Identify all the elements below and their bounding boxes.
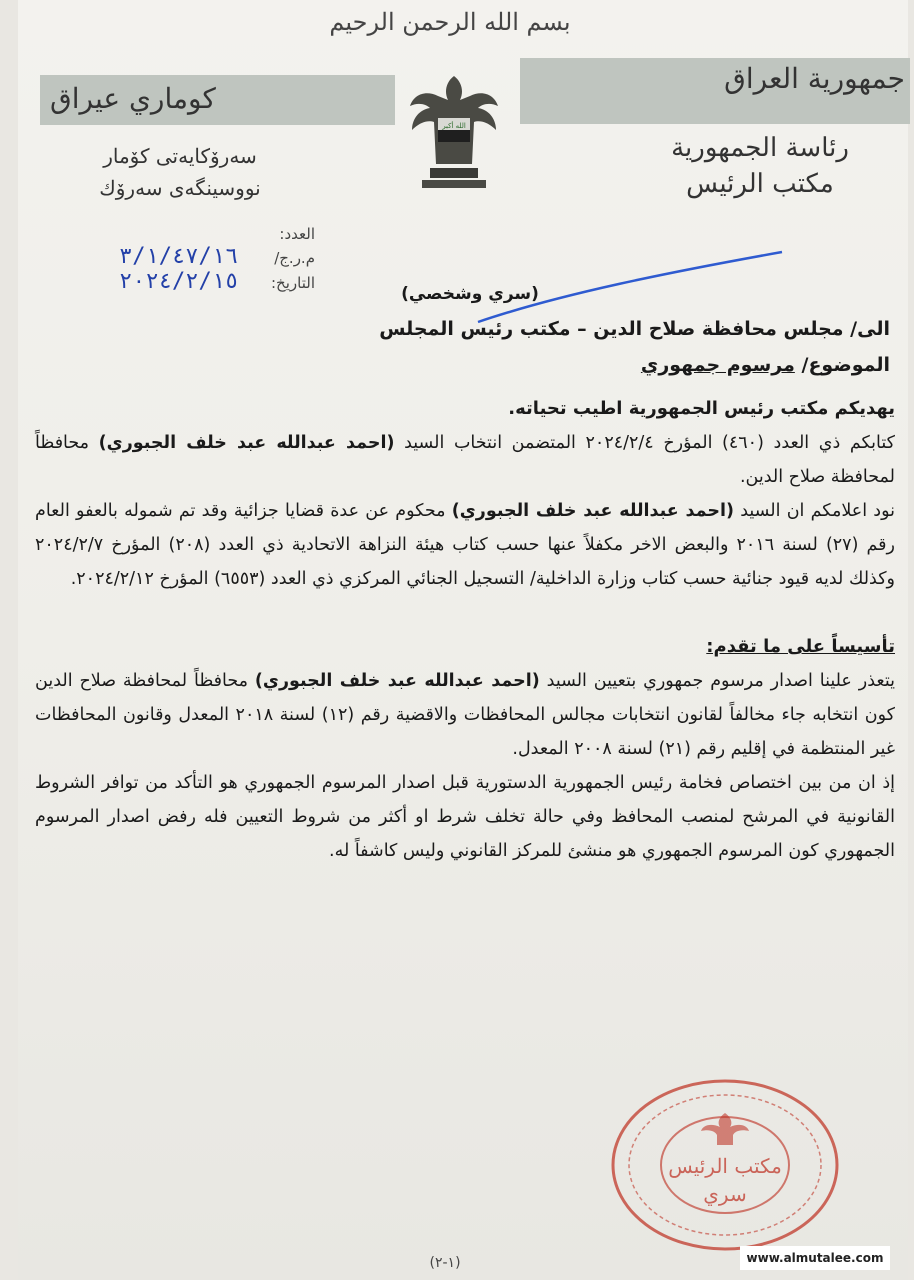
subject-line	[300, 354, 890, 376]
seal-line-2: سري	[703, 1182, 747, 1206]
subject-value: مرسوم جمهوري	[640, 354, 795, 376]
emblem-flag-black	[438, 130, 470, 142]
office-seal-stamp	[605, 1075, 845, 1255]
date-value: ٢٠٢٤/٢/١٥	[119, 269, 239, 294]
source-watermark: www.almutalee.com	[740, 1246, 890, 1270]
reference-number-row	[55, 222, 315, 270]
arabic-presidency-line: رئاسة الجمهورية	[671, 133, 849, 163]
nominee-name: (احمد عبدالله عبد خلف الجبوري)	[254, 671, 540, 691]
kurdish-presidency-block	[70, 140, 290, 204]
subject-label: الموضوع/	[801, 354, 890, 376]
seal-line-1: مكتب الرئيس	[668, 1154, 782, 1178]
paragraph-4: إذ ان من بين اختصاص فخامة رئيس الجمهورية الدستورية قبل اصدار المرسوم الجمهوري هو التأكد من توافر الشروط القانونية في المرشح لمنصب المحافظ وفي حالة تخلف شرط او أكثر من شروط التعيين فله رفض اصدار المرسوم الجمهوري كون المرسوم الجمهوري هو منشئ للمركز القانوني وليس كاشفاً له.	[35, 773, 895, 861]
nominee-name: (احمد عبدالله عبد خلف الجبوري)	[451, 501, 734, 521]
emblem-text: الله أكبر	[442, 122, 466, 130]
paragraph-1: كتابكم ذي العدد (٤٦٠) المؤرخ ٢٠٢٤/٢/٤ المتضمن انتخاب السيد (احمد عبدالله عبد خلف الجبوري) محافظاً لمحافظة صلاح الدين.	[35, 433, 895, 487]
number-label: العدد: م.ر.ج/	[274, 225, 315, 267]
greeting: يهديكم مكتب رئيس الجمهورية اطيب تحياته.	[508, 398, 895, 419]
kurdish-presidency-line: سەرۆكايەتى كۆمار	[103, 144, 257, 168]
iraq-eagle-emblem	[408, 72, 500, 194]
nominee-name: (احمد عبدالله عبد خلف الجبوري)	[98, 433, 395, 453]
paragraph-2: نود اعلامكم ان السيد (احمد عبدالله عبد خلف الجبوري) محكوم عن عدة قضايا جزائية وقد تم شموله بالعفو العام رقم (٢٧) لسنة ٢٠١٦ والبعض الاخر مكفلاً عنها حسب كتاب هيئة النزاهة الاتحادية ذي العدد (٢٠٨) المؤرخ ٢٠٢٤/٢/٧ وكذلك لديه قيود جنائية حسب كتاب وزارة الداخلية/ التسجيل الجنائي المركزي ذي العدد (٦٥٥٣) المؤرخ ٢٠٢٤/٢/١٢.	[35, 501, 895, 589]
reference-block	[55, 222, 315, 295]
arabic-country-title: جمهورية العراق	[724, 62, 905, 95]
date-label: التاريخ:	[271, 274, 315, 292]
basmala: بسم الله الرحمن الرحيم	[329, 8, 571, 36]
conclusion-heading: تأسيساً على ما تقدم:	[706, 636, 895, 657]
page-number: (١-٢)	[429, 1255, 461, 1271]
arabic-presidency-block	[640, 130, 880, 202]
number-value: ٣/١/٤٧/١٦	[119, 244, 239, 269]
kurdish-office-line: نووسينگەى سەرۆك	[99, 176, 261, 200]
confidential-label: (سري وشخصي)	[401, 284, 539, 304]
arabic-office-line: مكتب الرئيس	[686, 169, 834, 199]
addressee: الى/ مجلس محافظة صلاح الدين – مكتب رئيس المجلس	[379, 318, 890, 340]
reference-date-row	[55, 270, 315, 295]
kurdish-country-title: كوماري عيراق	[50, 82, 216, 115]
paragraph-3: يتعذر علينا اصدار مرسوم جمهوري بتعيين السيد (احمد عبدالله عبد خلف الجبوري) محافظاً لمحافظة صلاح الدين كون انتخابه جاء مخالفاً لقانون انتخابات مجالس المحافظات والاقضية رقم (١٢) لسنة ٢٠١٨ المعدل وقانون المحافظات غير المنتظمة في إقليم رقم (٢١) لسنة ٢٠٠٨ المعدل.	[35, 671, 895, 759]
letter-body	[35, 392, 895, 868]
